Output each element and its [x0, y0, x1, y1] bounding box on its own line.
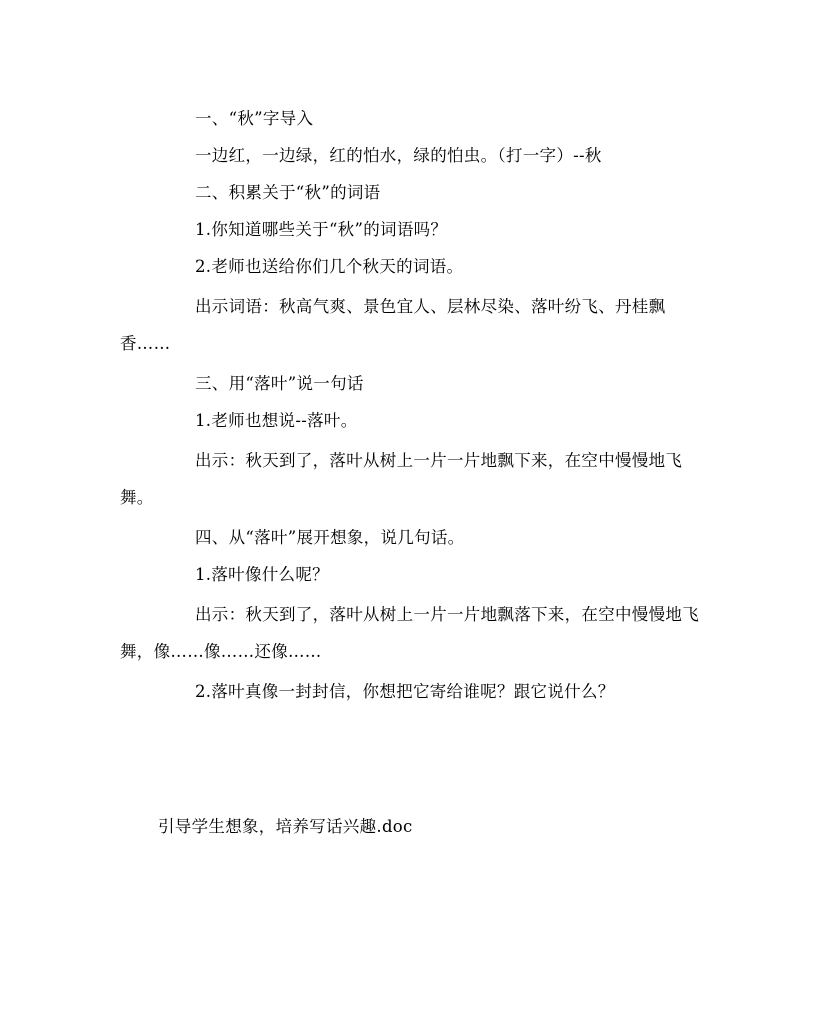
section-heading-4: 四、从“落叶”展开想象，说几句话。	[195, 528, 465, 547]
teacher-example: 1.老师也想说--落叶。	[195, 411, 358, 430]
document-filename: 引导学生想象，培养写话兴趣.doc	[158, 817, 413, 836]
document-body	[120, 103, 710, 713]
question-1: 1.你知道哪些关于“秋”的词语吗？	[195, 220, 448, 239]
question-2: 2.老师也送给你们几个秋天的词语。	[195, 257, 464, 276]
question-3: 1.落叶像什么呢？	[195, 565, 329, 584]
section-heading-3: 三、用“落叶”说一句话	[195, 374, 364, 393]
example-sentence-2: 出示：秋天到了，落叶从树上一片一片地飘落下来，在空中慢慢地飞舞，像……像……还像……	[120, 605, 699, 661]
question-4: 2.落叶真像一封封信，你想把它寄给谁呢？跟它说什么？	[195, 682, 615, 701]
section-heading-2: 二、积累关于“秋”的词语	[195, 183, 381, 202]
riddle-line: 一边红，一边绿，红的怕水，绿的怕虫。（打一字）--秋	[195, 146, 602, 165]
example-sentence-1: 出示：秋天到了，落叶从树上一片一片地飘下来，在空中慢慢地飞舞。	[120, 451, 683, 507]
section-heading-1: 一、“秋”字导入	[195, 109, 314, 128]
word-list: 出示词语：秋高气爽、景色宜人、层林尽染、落叶纷飞、丹桂飘香……	[120, 297, 666, 353]
